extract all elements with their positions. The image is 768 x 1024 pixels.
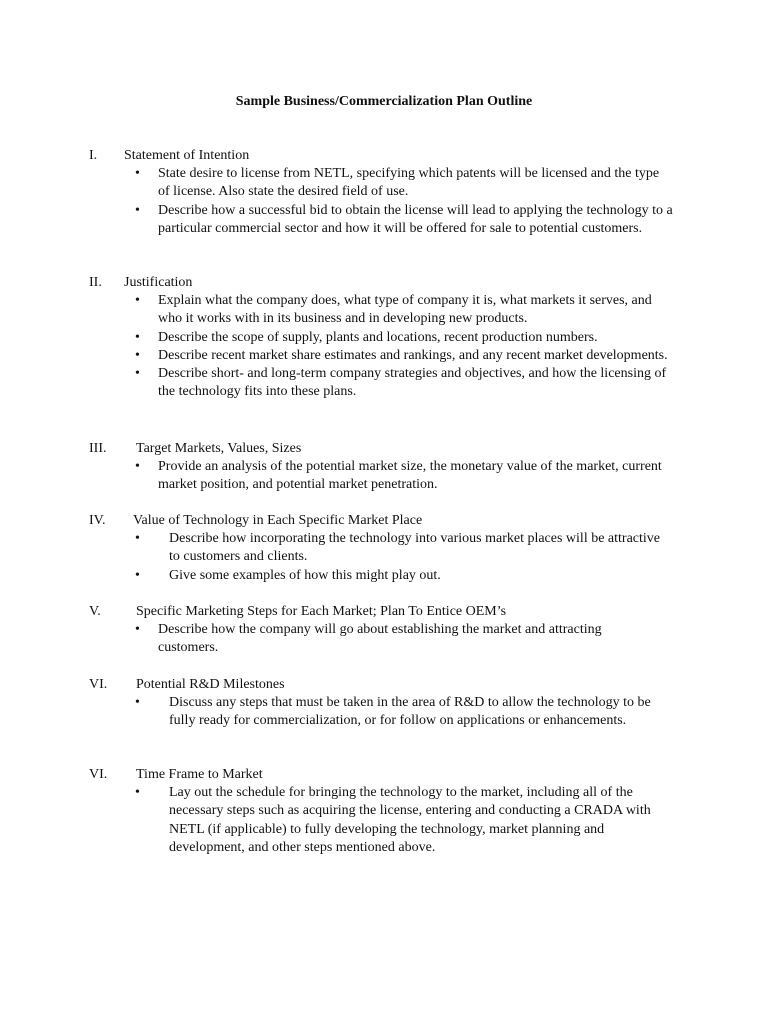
section-heading: Potential R&D Milestones <box>136 677 285 692</box>
bullet-text: Describe how incorporating the technology into various market places will be attractive to customers and clients. <box>169 531 661 565</box>
document-title: Sample Business/Commercialization Plan Outline <box>235 94 533 109</box>
section-heading: Justification <box>124 275 193 290</box>
bullet-list <box>135 530 669 585</box>
bullet-item <box>135 165 673 202</box>
bullet-item <box>135 621 658 658</box>
section-heading: Specific Marketing Steps for Each Market; Plan To Entice OEM’s <box>136 604 507 619</box>
section-numeral: III. <box>89 441 107 456</box>
bullet-item <box>135 784 674 857</box>
bullet-item <box>135 292 673 329</box>
bullet-text: Describe how a successful bid to obtain the license will lead to applying the technology to a particular commercial sector and how it will be offered for sale to potential customers. <box>158 202 673 236</box>
section-heading: Target Markets, Values, Sizes <box>136 441 302 456</box>
bullet-text: Describe the scope of supply, plants and locations, recent production numbers. <box>158 329 598 345</box>
bullet-list <box>135 458 673 495</box>
bullet-text: Lay out the schedule for bringing the technology to the market, including all of the necessary steps such as acquiring the license, entering and conducting a CRADA with NETL (if applicable) to fully developing the technology, market planning and development, and other steps mentioned above. <box>169 785 651 855</box>
bullet-text: State desire to license from NETL, specifying which patents will be licensed and the type of license. Also state the desired field of use. <box>158 166 660 200</box>
bullet-icon: • <box>135 622 140 637</box>
bullet-item <box>135 329 673 347</box>
bullet-text: Give some examples of how this might play out. <box>169 567 441 583</box>
bullet-item <box>135 202 673 239</box>
section-numeral: II. <box>89 275 102 290</box>
bullet-list <box>135 165 673 238</box>
bullet-icon: • <box>135 567 140 583</box>
bullet-icon: • <box>135 695 140 710</box>
section-numeral: V. <box>89 604 101 619</box>
section-heading: Time Frame to Market <box>136 767 263 782</box>
bullet-icon: • <box>135 293 140 308</box>
bullet-text: Describe short- and long-term company strategies and objectives, and how the licensing of the technology fits into these plans. <box>158 366 667 400</box>
bullet-text: Discuss any steps that must be taken in the area of R&D to allow the technology to be fully ready for commercialization, or for follow on applications or enhancements. <box>169 695 651 729</box>
section-numeral: VI. <box>89 677 108 692</box>
bullet-item <box>135 530 669 567</box>
bullet-list <box>135 292 673 402</box>
bullet-icon: • <box>135 166 140 181</box>
section-numeral: IV. <box>89 513 106 528</box>
bullet-item <box>135 365 673 402</box>
bullet-icon: • <box>135 329 140 345</box>
section-numeral: VI. <box>89 767 108 782</box>
section-heading: Statement of Intention <box>124 148 250 163</box>
bullet-item <box>135 458 673 495</box>
bullet-icon: • <box>135 531 140 546</box>
bullet-list <box>135 621 658 658</box>
bullet-list <box>135 784 674 857</box>
bullet-text: Provide an analysis of the potential market size, the monetary value of the market, current market position, and potential market penetration. <box>158 459 662 493</box>
bullet-text: Explain what the company does, what type of company it is, what markets it serves, and who it works with in its business and in developing new products. <box>158 293 652 327</box>
section-numeral: I. <box>89 148 98 163</box>
bullet-icon: • <box>135 366 140 382</box>
bullet-icon: • <box>135 785 140 800</box>
section-heading: Value of Technology in Each Specific Market Place <box>133 513 423 528</box>
bullet-text: Describe how the company will go about establishing the market and attracting customers. <box>158 622 602 656</box>
bullet-text: Describe recent market share estimates and rankings, and any recent market developments. <box>158 347 668 363</box>
bullet-icon: • <box>135 202 140 218</box>
bullet-icon: • <box>135 347 140 363</box>
bullet-list <box>135 694 674 731</box>
bullet-item <box>135 694 674 731</box>
bullet-item <box>135 347 673 365</box>
bullet-item <box>135 567 669 585</box>
bullet-icon: • <box>135 459 140 474</box>
